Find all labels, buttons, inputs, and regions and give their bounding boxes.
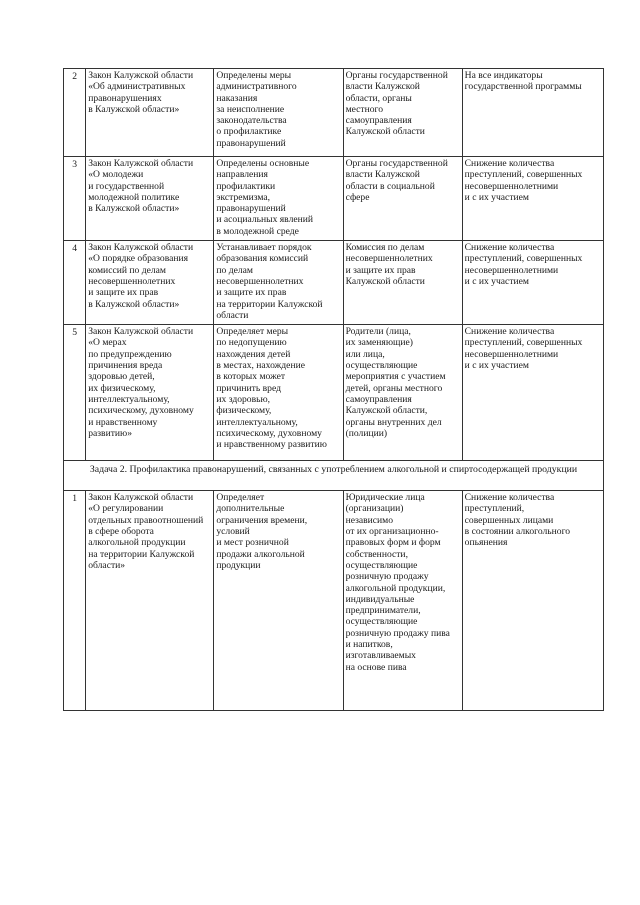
row-number: 4: [64, 241, 86, 325]
table-row: [64, 491, 604, 711]
law-name: Закон Калужской области «О порядке образования комиссий по делам несовершеннолетних и защите их прав в Калужской области»: [86, 241, 214, 325]
measure-description: Определены меры административного наказания за неисполнение законодательства о профилактике правонарушений: [214, 69, 343, 157]
row-number: 1: [64, 491, 86, 711]
law-name: Закон Калужской области «Об административных правонарушениях в Калужской области»: [86, 69, 214, 157]
measure-description: Определяет меры по недопущению нахождения детей в местах, нахождение в которых может причинить вред их здоровью, физическому, интеллектуальному, психическому, духовному и нравственному развитию: [214, 325, 343, 461]
row-number: 2: [64, 69, 86, 157]
responsible-organs: Комиссия по делам несовершеннолетних и защите их прав Калужской области: [343, 241, 462, 325]
target-indicators: Снижение количества преступлений, совершенных несовершеннолетними и с их участием: [462, 157, 603, 241]
measure-description: Определяет дополнительные ограничения времени, условий и мест розничной продажи алкогольной продукции: [214, 491, 343, 711]
measure-description: Определены основные направления профилактики экстремизма, правонарушений и асоциальных явлений в молодежной среде: [214, 157, 343, 241]
row-number: 3: [64, 157, 86, 241]
task-heading: Задача 2. Профилактика правонарушений, связанных с употреблением алкогольной и спиртосодержащей продукции: [64, 461, 604, 491]
table-row: [64, 157, 604, 241]
table-row: [64, 69, 604, 157]
table-row: [64, 325, 604, 461]
table-row: [64, 241, 604, 325]
responsible-organs: Органы государственной власти Калужской области в социальной сфере: [343, 157, 462, 241]
target-indicators: Снижение количества преступлений, совершенных несовершеннолетними и с их участием: [462, 241, 603, 325]
law-name: Закон Калужской области «О мерах по предупреждению причинения вреда здоровью детей, их физическому, интеллектуальному, психическому, духовному и нравственному развитию»: [86, 325, 214, 461]
law-name: Закон Калужской области «О молодежи и государственной молодежной политике в Калужской области»: [86, 157, 214, 241]
task-heading-row: [64, 461, 604, 491]
target-indicators: Снижение количества преступлений, совершенных несовершеннолетними и с их участием: [462, 325, 603, 461]
target-indicators: На все индикаторы государственной программы: [462, 69, 603, 157]
measures-table: [63, 68, 604, 711]
responsible-organs: Родители (лица, их заменяющие) или лица, осуществляющие мероприятия с участием детей, органы местного самоуправления Калужской области, органы внутренних дел (полиции): [343, 325, 462, 461]
responsible-organs: Юридические лица (организации) независимо от их организационно- правовых форм и форм собственности, осуществляющие розничную продажу алкогольной продукции, индивидуальные предприниматели, осуществляющие розничную продажу пива и напитков, изготавливаемых на основе пива: [343, 491, 462, 711]
law-name: Закон Калужской области «О регулировании отдельных правоотношений в сфере оборота алкогольной продукции на территории Калужской области»: [86, 491, 214, 711]
target-indicators: Снижение количества преступлений, совершенных лицами в состоянии алкогольного опьянения: [462, 491, 603, 711]
measure-description: Устанавливает порядок образования комиссий по делам несовершеннолетних и защите их прав на территории Калужской области: [214, 241, 343, 325]
row-number: 5: [64, 325, 86, 461]
responsible-organs: Органы государственной власти Калужской области, органы местного самоуправления Калужской области: [343, 69, 462, 157]
